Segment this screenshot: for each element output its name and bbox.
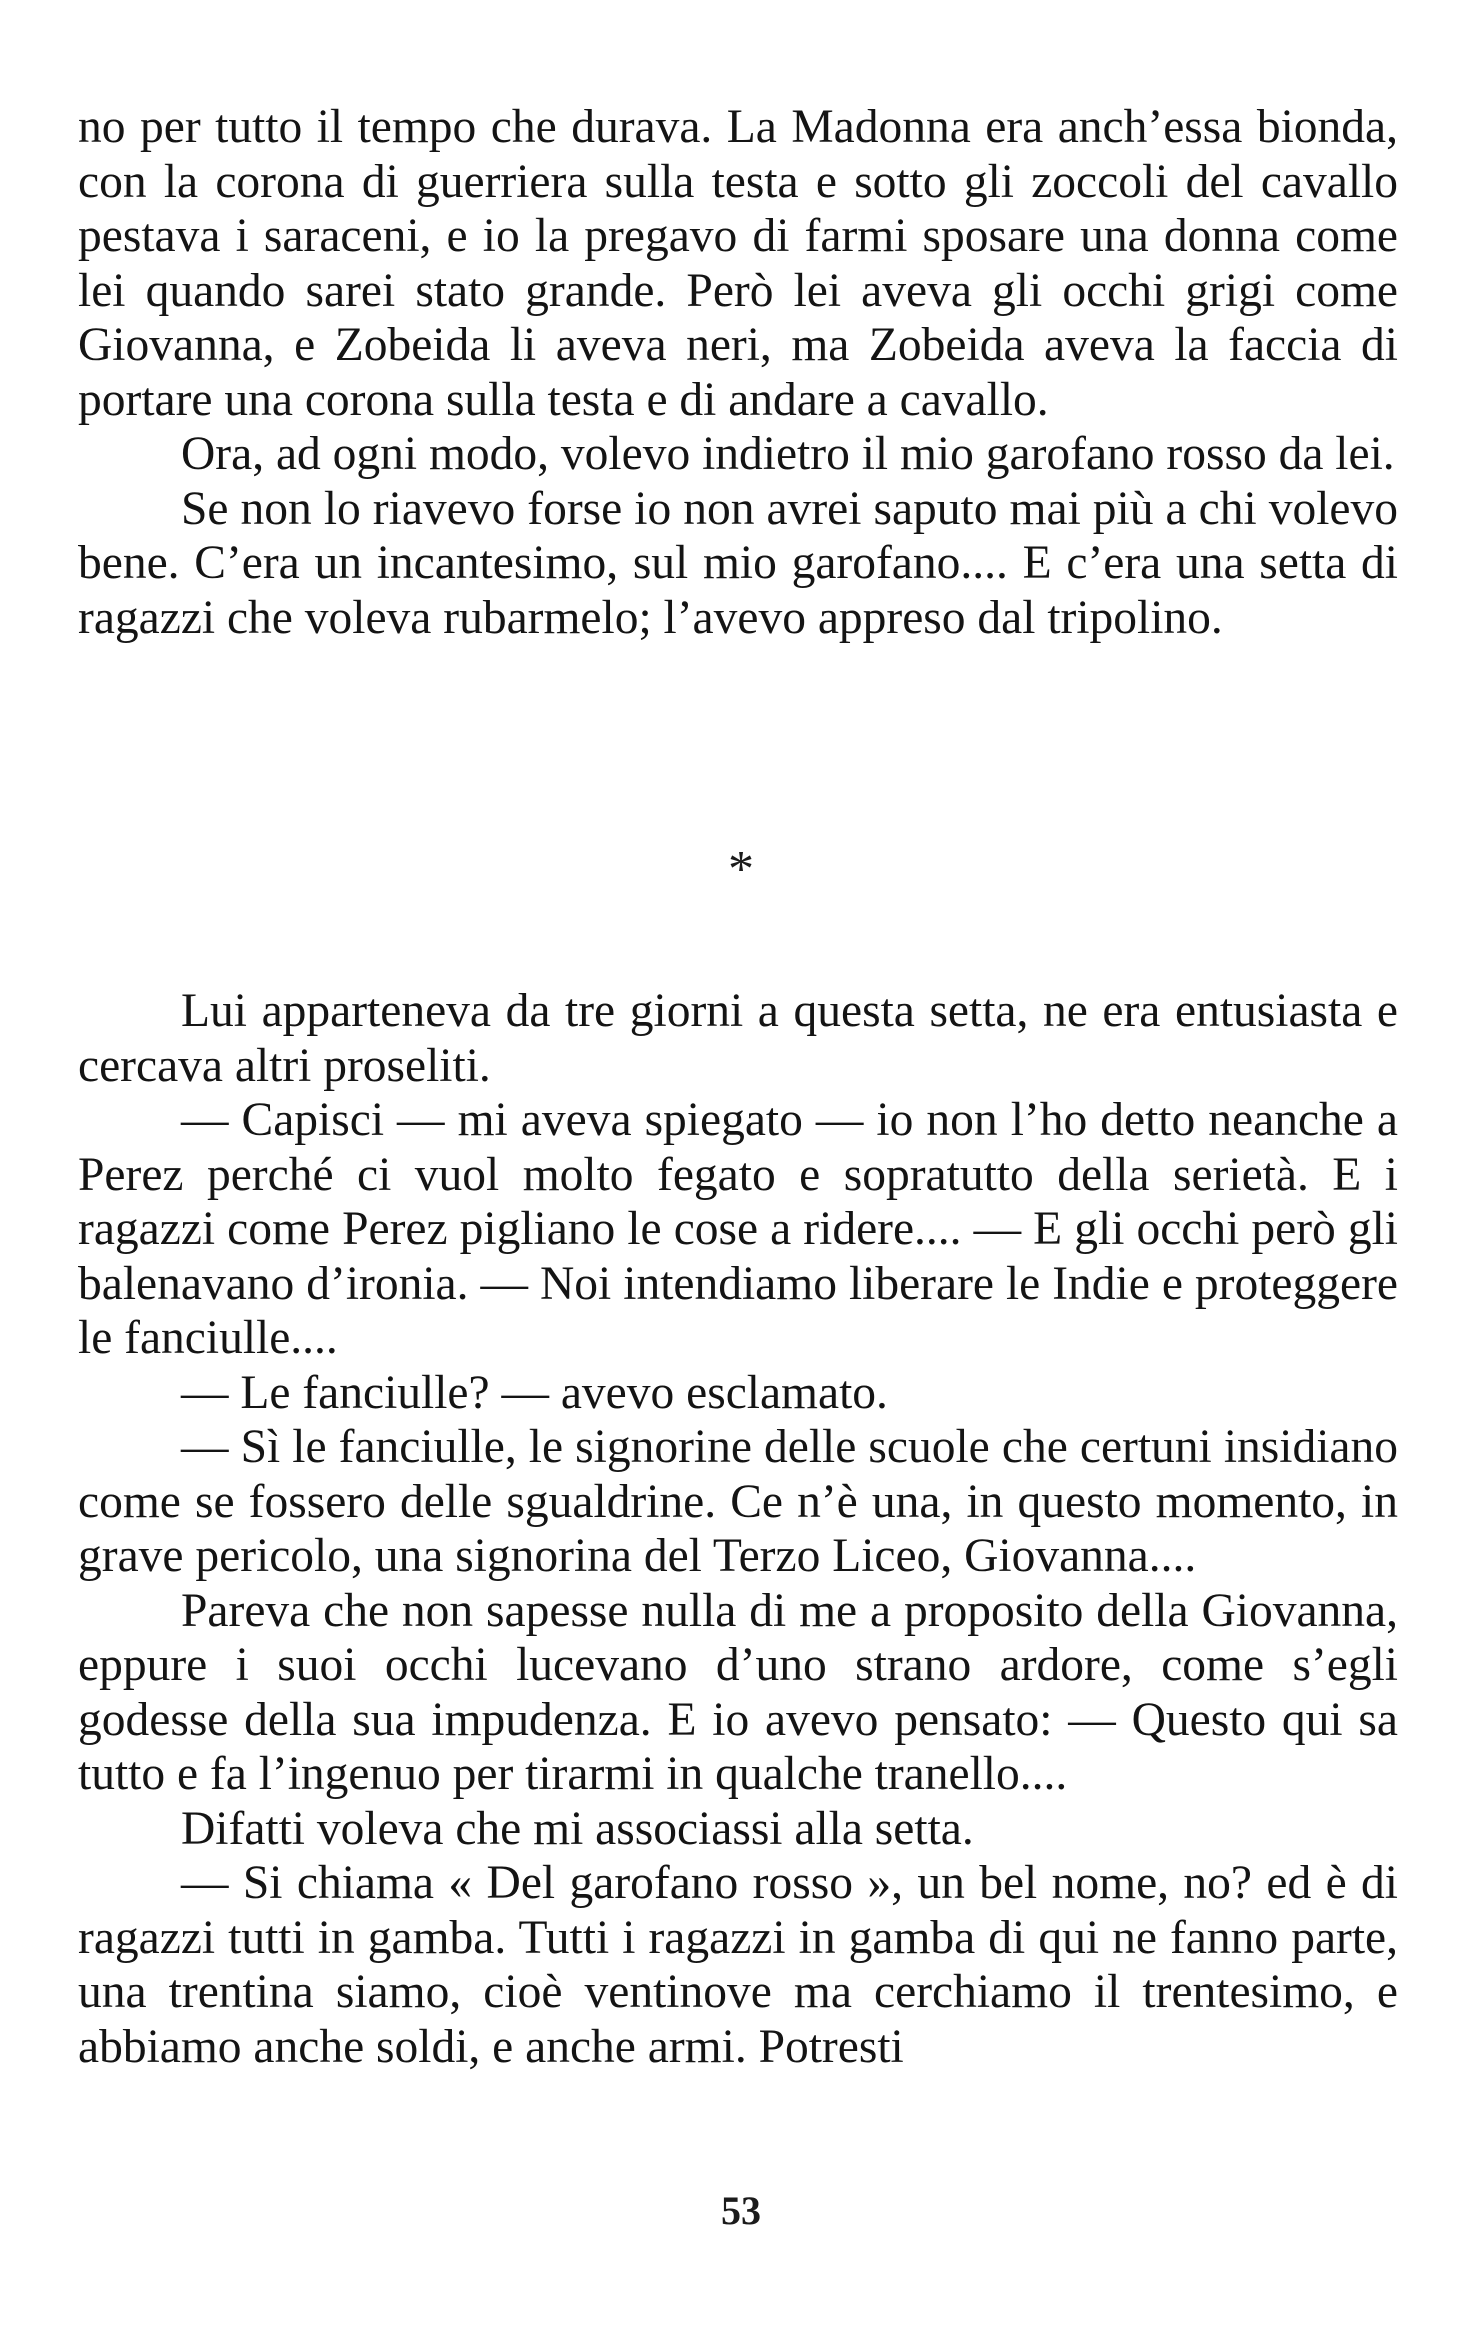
page-number: 53 bbox=[721, 2188, 761, 2233]
text-section-after-separator bbox=[78, 984, 1398, 2074]
paragraph: Pareva che non sapesse nulla di me a proposito della Giovanna, eppure i suoi occhi lucevano d’uno strano ardore, come s’egli godesse della sua impudenza. E io avevo pensato: — Questo qui sa tutto e fa l’ingenuo per tirarmi in qualche tranello.... bbox=[78, 1584, 1398, 1800]
paragraph-dialogue: — Si chiama « Del garofano rosso », un bel nome, no? ed è di ragazzi tutti in gamba. Tutti i ragazzi in gamba di qui ne fanno parte, una trentina siamo, cioè ventinove ma cerchiamo il trentesimo, e abbiamo anche soldi, e anche armi. Potresti bbox=[78, 1857, 1398, 2073]
paragraph: Difatti voleva che mi associassi alla setta. bbox=[181, 1802, 974, 1855]
paragraph-continuation: no per tutto il tempo che durava. La Madonna era anch’essa bionda, con la corona di guerriera sulla testa e sotto gli zoccoli del cavallo pestava i saraceni, e io la pregavo di farmi sposare una donna come lei quando sarei stato grande. Però lei aveva gli occhi grigi come Giovanna, e Zobeida li aveva neri, ma Zobeida aveva la faccia di portare una corona sulla testa e di andare a cavallo. bbox=[78, 101, 1398, 426]
paragraph: Lui apparteneva da tre giorni a questa setta, ne era entusiasta e cercava altri proseliti. bbox=[78, 985, 1398, 1092]
text-section-before-separator bbox=[78, 100, 1398, 645]
paragraph-dialogue: — Capisci — mi aveva spiegato — io non l’ho detto neanche a Perez perché ci vuol molto fegato e sopratutto della serietà. E i ragazzi come Perez pigliano le cose a ridere.... — E gli occhi però gli balenavano d’ironia. — Noi intendiamo liberare le Indie e proteggere le fanciulle.... bbox=[78, 1094, 1398, 1364]
paragraph-dialogue: — Sì le fanciulle, le signorine delle scuole che certuni insidiano come se fossero delle sgualdrine. Ce n’è una, in questo momento, in grave pericolo, una signorina del Terzo Liceo, Giovanna.... bbox=[78, 1421, 1398, 1582]
section-separator-asterisk: * bbox=[728, 841, 754, 898]
paragraph: Se non lo riavevo forse io non avrei saputo mai più a chi volevo bene. C’era un incantesimo, sul mio garofano.... E c’era una setta di ragazzi che voleva rubarmelo; l’avevo appreso dal tripolino. bbox=[78, 482, 1398, 644]
paragraph: Ora, ad ogni modo, volevo indietro il mio garofano rosso da lei. bbox=[181, 428, 1395, 480]
paragraph-dialogue: — Le fanciulle? — avevo esclamato. bbox=[181, 1366, 888, 1419]
